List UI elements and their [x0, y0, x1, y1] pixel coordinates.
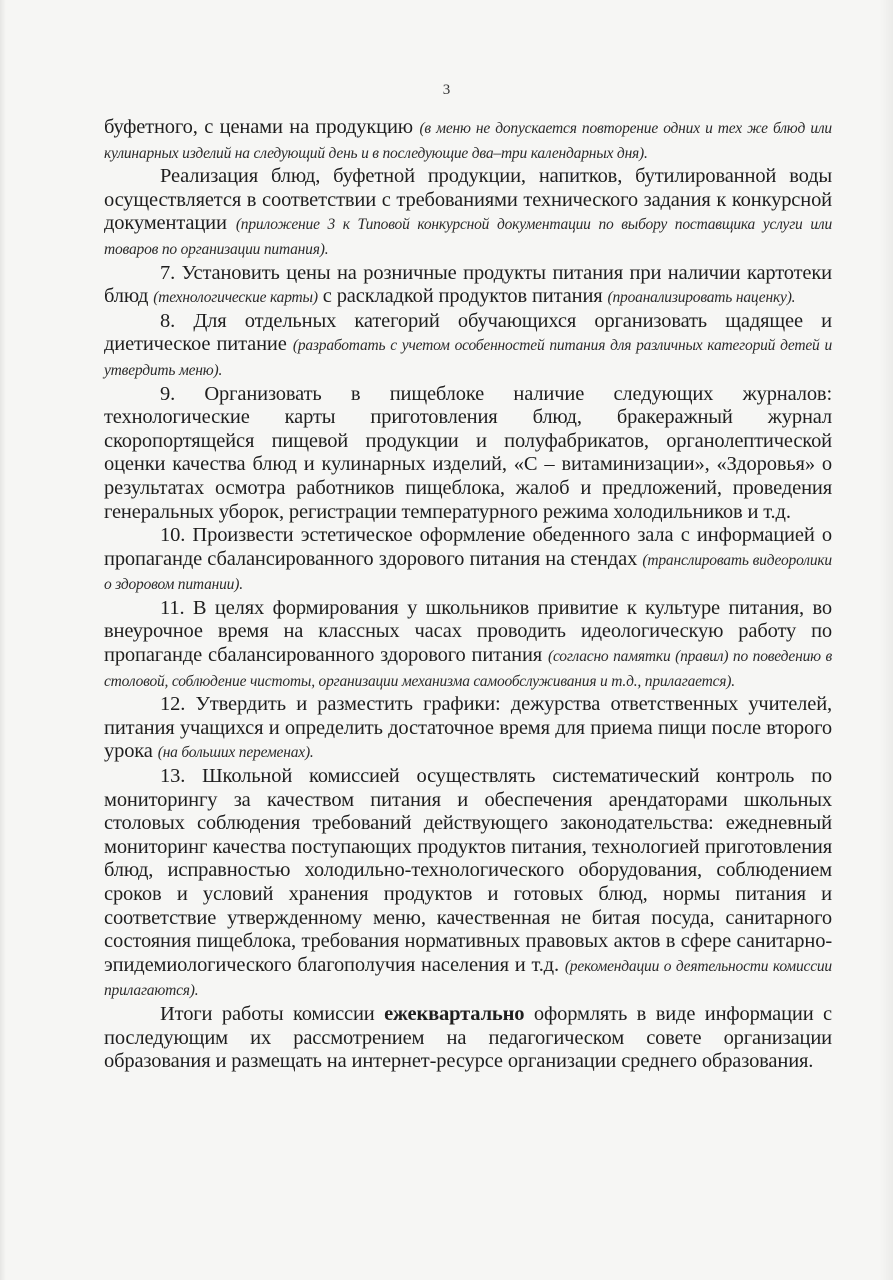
paragraph-text-2: с раскладкой продуктов питания: [317, 285, 608, 308]
paragraph-text: 10. Произвести эстетическое оформление обеденного зала с информацией о пропаганде сбалансированного здорового питания на стендах: [104, 524, 832, 570]
paragraph-text: Итоги работы комиссии: [160, 1002, 385, 1025]
paragraph-item-9: [104, 383, 832, 525]
paragraph-note: (в меню не допускается повторение одних и тех же блюд или кулинарных изделий на следующий день и в последующие два–три календарных дня).: [104, 120, 832, 162]
paragraph-item-7: [104, 262, 832, 310]
paragraph-text: 13. Школьной комиссией осуществлять систематический контроль по мониторингу за качеством питания и обеспечения арендаторами школьных столовых соблюдения требований действующего законодательства: ежедневный мониторинг качества поступающих продуктов питания, технологией приготовления блюд, исправностью холодильно-технологического оборудования, соблюдением сроков и условий хранения продуктов и готовых блюд, нормы питания и соответствие утвержденному меню, качественная не битая посуда, санитарного состояния пищеблока, требования нормативных правовых актов в сфере санитарно-эпидемиологического благополучия населения и т.д.: [104, 765, 832, 976]
paragraph-note: (приложение 3 к Типовой конкурсной документации по выбору поставщика услуги или товаров по организации питания).: [104, 216, 832, 258]
page-edge-left: [0, 0, 6, 1280]
paragraph-text: 7. Установить цены на розничные продукты питания при наличии картотеки блюд: [104, 261, 832, 308]
paragraph-text: 9. Организовать в пищеблоке наличие следующих журналов: технологические карты приготовления блюд, бракеражный журнал скоропортящейся пищевой продукции и полуфабрикатов, органолептической оценки качества блюд и кулинарных изделий, «С – витаминизации», «Здоровья» о результатах осмотра работников пищеблока, жалоб и предложений, проведения генеральных уборок, регистрации температурного режима холодильников и т.д.: [104, 382, 832, 523]
paragraph-results: [104, 1003, 832, 1074]
paragraph-text: 11. В целях формирования у школьников привитие к культуре питания, во внеурочное время на классных часах проводить идеологическую работу по пропаганде сбалансированного здорового питания: [104, 596, 832, 667]
paragraph-text: 8. Для отдельных категорий обучающихся организовать щадящее и диетическое питание: [104, 309, 832, 356]
paragraph-menu-continuation: [104, 116, 832, 165]
paragraph-bold-term: ежеквартально: [384, 1002, 525, 1025]
paragraph-note-2: (проанализировать наценку).: [607, 289, 796, 307]
paragraph-note: (технологические карты): [153, 289, 318, 307]
paragraph-text-2: оформлять в виде информации с последующим их рассмотрением на педагогическом совете организации образования и размещать на интернет-ресурсе организации среднего образования.: [104, 1002, 832, 1073]
paragraph-text: 12. Утвердить и разместить графики: дежурства ответственных учителей, питания учащихся и определить достаточное время для приема пищи после второго урока: [104, 693, 832, 763]
paragraph-note: (рекомендации о деятельности комиссии прилагаются).: [104, 957, 832, 1000]
paragraph-note: (на больших переменах).: [157, 744, 314, 762]
page-edge-right: [879, 0, 893, 1280]
paragraph-item-12: [104, 693, 832, 765]
paragraph-note: (согласно памятки (правил) по поведению в столовой, соблюдение чистоты, организации механизма самообслуживания и т.д., прилагается).: [104, 648, 832, 690]
paragraph-sales: [104, 165, 832, 261]
page-number: 3: [442, 82, 451, 98]
paragraph-item-10: [104, 524, 832, 597]
paragraph-note: (транслировать видеоролики о здоровом питании).: [104, 551, 832, 594]
paragraph-text: Реализация блюд, буфетной продукции, напитков, бутилированной воды осуществляется в соответствии с требованиями технического задания к конкурсной документации: [104, 165, 832, 235]
paragraph-item-11: [104, 597, 832, 693]
document-body: [104, 116, 832, 1074]
paragraph-text: буфетного, с ценами на продукцию: [104, 116, 420, 138]
paragraph-item-13: [104, 765, 832, 1003]
paragraph-note: (разработать с учетом особенностей питания для различных категорий детей и утвердить меню).: [104, 337, 832, 379]
paragraph-item-8: [104, 310, 832, 383]
